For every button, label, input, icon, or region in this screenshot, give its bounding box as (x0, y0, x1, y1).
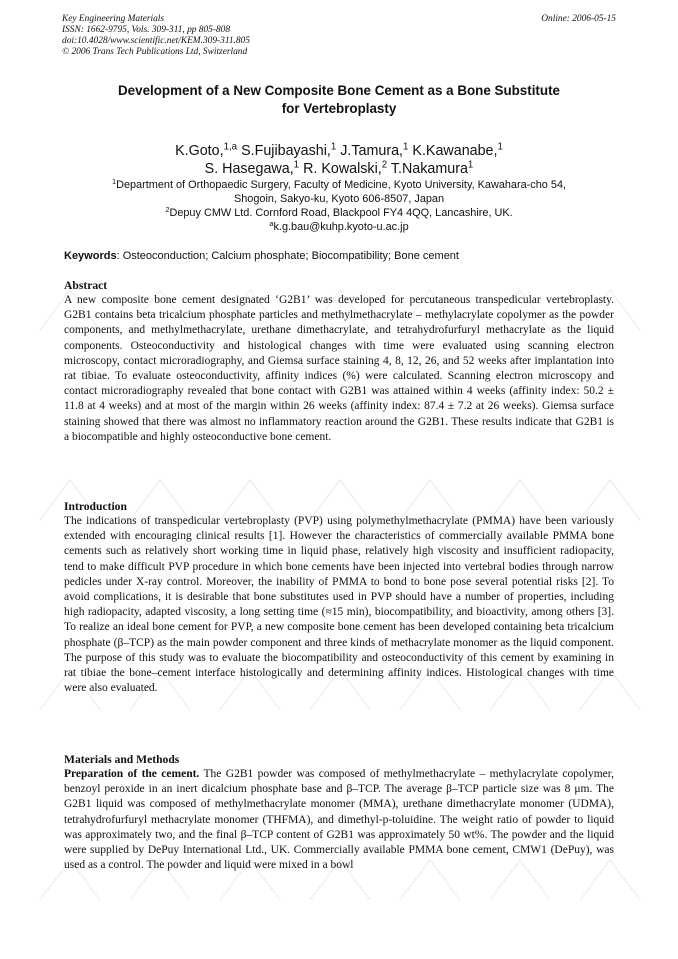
affiliation-2-text: Depuy CMW Ltd. Cornford Road, Blackpool FY4 4QQ, Lancashire, UK. (169, 207, 513, 219)
keywords-label: Keywords (64, 250, 117, 262)
author-affil-mark: 1,a (223, 141, 238, 153)
author-affil-mark: 1 (403, 141, 409, 153)
author-name: K.Goto, (175, 143, 224, 159)
affiliation-2 (40, 206, 638, 220)
affil-mark: 2 (165, 204, 170, 214)
affiliation-1 (40, 178, 638, 192)
copyright-line: © 2006 Trans Tech Publications Ltd, Switzerland (62, 47, 248, 57)
affiliations (40, 178, 638, 234)
author-affil-mark: 1 (497, 141, 503, 153)
author-line-1 (40, 142, 638, 160)
introduction-text: The indications of transpedicular vertebroplasty (PVP) using polymethylmethacrylate (PMMA) have been variously extended with encouraging clinical results [1]. However the characteristics of commercially available PMMA bone cements such as relatively short working time in liquid phase, relatively high viscosity and insufficient radiopacity, tend to make difficult PVP procedure in which bone cements have been injected into vertebral bodies through narrow pedicles under X-ray control. Moreover, the inability of PMMA to bond to bone pose several potential risks [2]. To avoid complications, it is desirable that bone substitutes used in PVP should have a number of properties, including high radiopacity, adapted viscosity, a long setting time (≈15 min), biocompatibility, and bioactivity, among others [3]. To realize an ideal bone cement for PVP, a new composite bone cement has been developed containing beta tricalcium phosphate (β–TCP) as the main powder component and three kinds of methacrylate monomer as the liquid component. The purpose of this study was to evaluate the biocompatibility and osteoconductivity of this cement by examining in rat tibiae the bone–cement interface histologically and determining affinity indices. Histological changes with time were also evaluated. (64, 515, 614, 695)
author-affil-mark: 1 (293, 159, 300, 171)
author-name: J.Tamura, (340, 143, 404, 159)
email-line (40, 220, 638, 234)
affiliation-1-text: Department of Orthopaedic Surgery, Faculty of Medicine, Kyoto University, Kawahara-cho 54, (116, 179, 567, 191)
abstract-section (64, 278, 614, 445)
journal-header (62, 14, 616, 58)
author-name: S. Hasegawa, (204, 161, 294, 177)
methods-subheading: Preparation of the cement. (64, 768, 200, 780)
author-name: K.Kawanabe, (412, 143, 498, 159)
abstract-text: A new composite bone cement designated ‘G2B1’ was developed for percutaneous transpedicular vertebroplasty. G2B1 contains beta tricalcium phosphate particles and methylmethacrylate – methylacrylate copolymer as the powder components, and methylmethacrylate, urethane dimethacrylate, and tetrahydrofurfuryl methacrylate as the liquid components. Osteoconductivity and histological changes with time were evaluated using scanning electron microscopy, contact microradiography, and Giemsa surface staining 4, 8, 12, 26, and 52 weeks after implantation into rat tibiae. To evaluate osteoconductivity, affinity indices (%) were calculated. Scanning electron microscopy and contact microradiography revealed that bone contact with G2B1 was attained within 4 weeks (affinity index: 50.2 ± 11.8 at 4 weeks) and at most of the margin within 26 weeks (affinity index: 87.4 ± 7.2 at 26 weeks). Giemsa surface staining showed that there was almost no inflammatory reaction around the G2B1. These results indicate that G2B1 is a biocompatible and highly osteoconductive bone cement. (64, 294, 614, 443)
author-affil-mark: 2 (381, 159, 388, 171)
author-name: R. Kowalski, (303, 161, 382, 177)
keywords (64, 249, 618, 263)
title-line-2: for Vertebroplasty (281, 101, 397, 116)
author-affil-mark: 1 (467, 159, 474, 171)
author-name: T.Nakamura (390, 161, 468, 177)
email-mark: a (269, 218, 274, 228)
abstract-heading: Abstract (64, 279, 108, 292)
doi-line: doi:10.4028/www.scientific.net/KEM.309-311.805 (62, 36, 250, 46)
issn-line: ISSN: 1662-9795, Vols. 309-311, pp 805-808 (62, 25, 231, 35)
affil-mark: 1 (111, 176, 117, 186)
keywords-text: : Osteoconduction; Calcium phosphate; Biocompatibility; Bone cement (116, 250, 459, 262)
paper-title (60, 82, 618, 118)
introduction-heading: Introduction (64, 500, 127, 513)
methods-text: The G2B1 powder was composed of methylmethacrylate – methylacrylate copolymer, benzoyl peroxide in an inert dicalcium phosphate base and β–TCP. The average β–TCP particle size was 8 μm. The G2B1 liquid was composed of methylmethacrylate monomer (MMA), urethane dimethacrylate monomer (UDMA), tetrahydrofurfuryl methacrylate monomer (THFMA), and dimethyl-p-toluidine. The weight ratio of powder to liquid was approximately two, and the final β–TCP content of G2B1 was approximately 50 wt%. The powder and the liquid were supplied by DePuy International Ltd., UK. Commercially available PMMA bone cement, CMW1 (DePuy), was used as a control. The powder and liquid were mixed in a bowl (64, 768, 614, 872)
methods-heading: Materials and Methods (64, 753, 180, 766)
author-list (40, 142, 638, 178)
methods-section (64, 752, 614, 873)
affiliation-1-cont: Shogoin, Sakyo-ku, Kyoto 606-8507, Japan (233, 193, 445, 205)
author-name: S.Fujibayashi, (241, 143, 331, 159)
title-line-1: Development of a New Composite Bone Cement as a Bone Substitute (118, 83, 560, 98)
online-date: Online: 2006-05-15 (541, 14, 616, 24)
methods-paragraph (64, 767, 614, 873)
author-affil-mark: 1 (330, 141, 337, 153)
email-address: k.g.bau@kuhp.kyoto-u.ac.jp (273, 221, 409, 233)
journal-name: Key Engineering Materials (62, 14, 165, 24)
author-line-2 (40, 160, 638, 178)
introduction-section (64, 499, 614, 696)
